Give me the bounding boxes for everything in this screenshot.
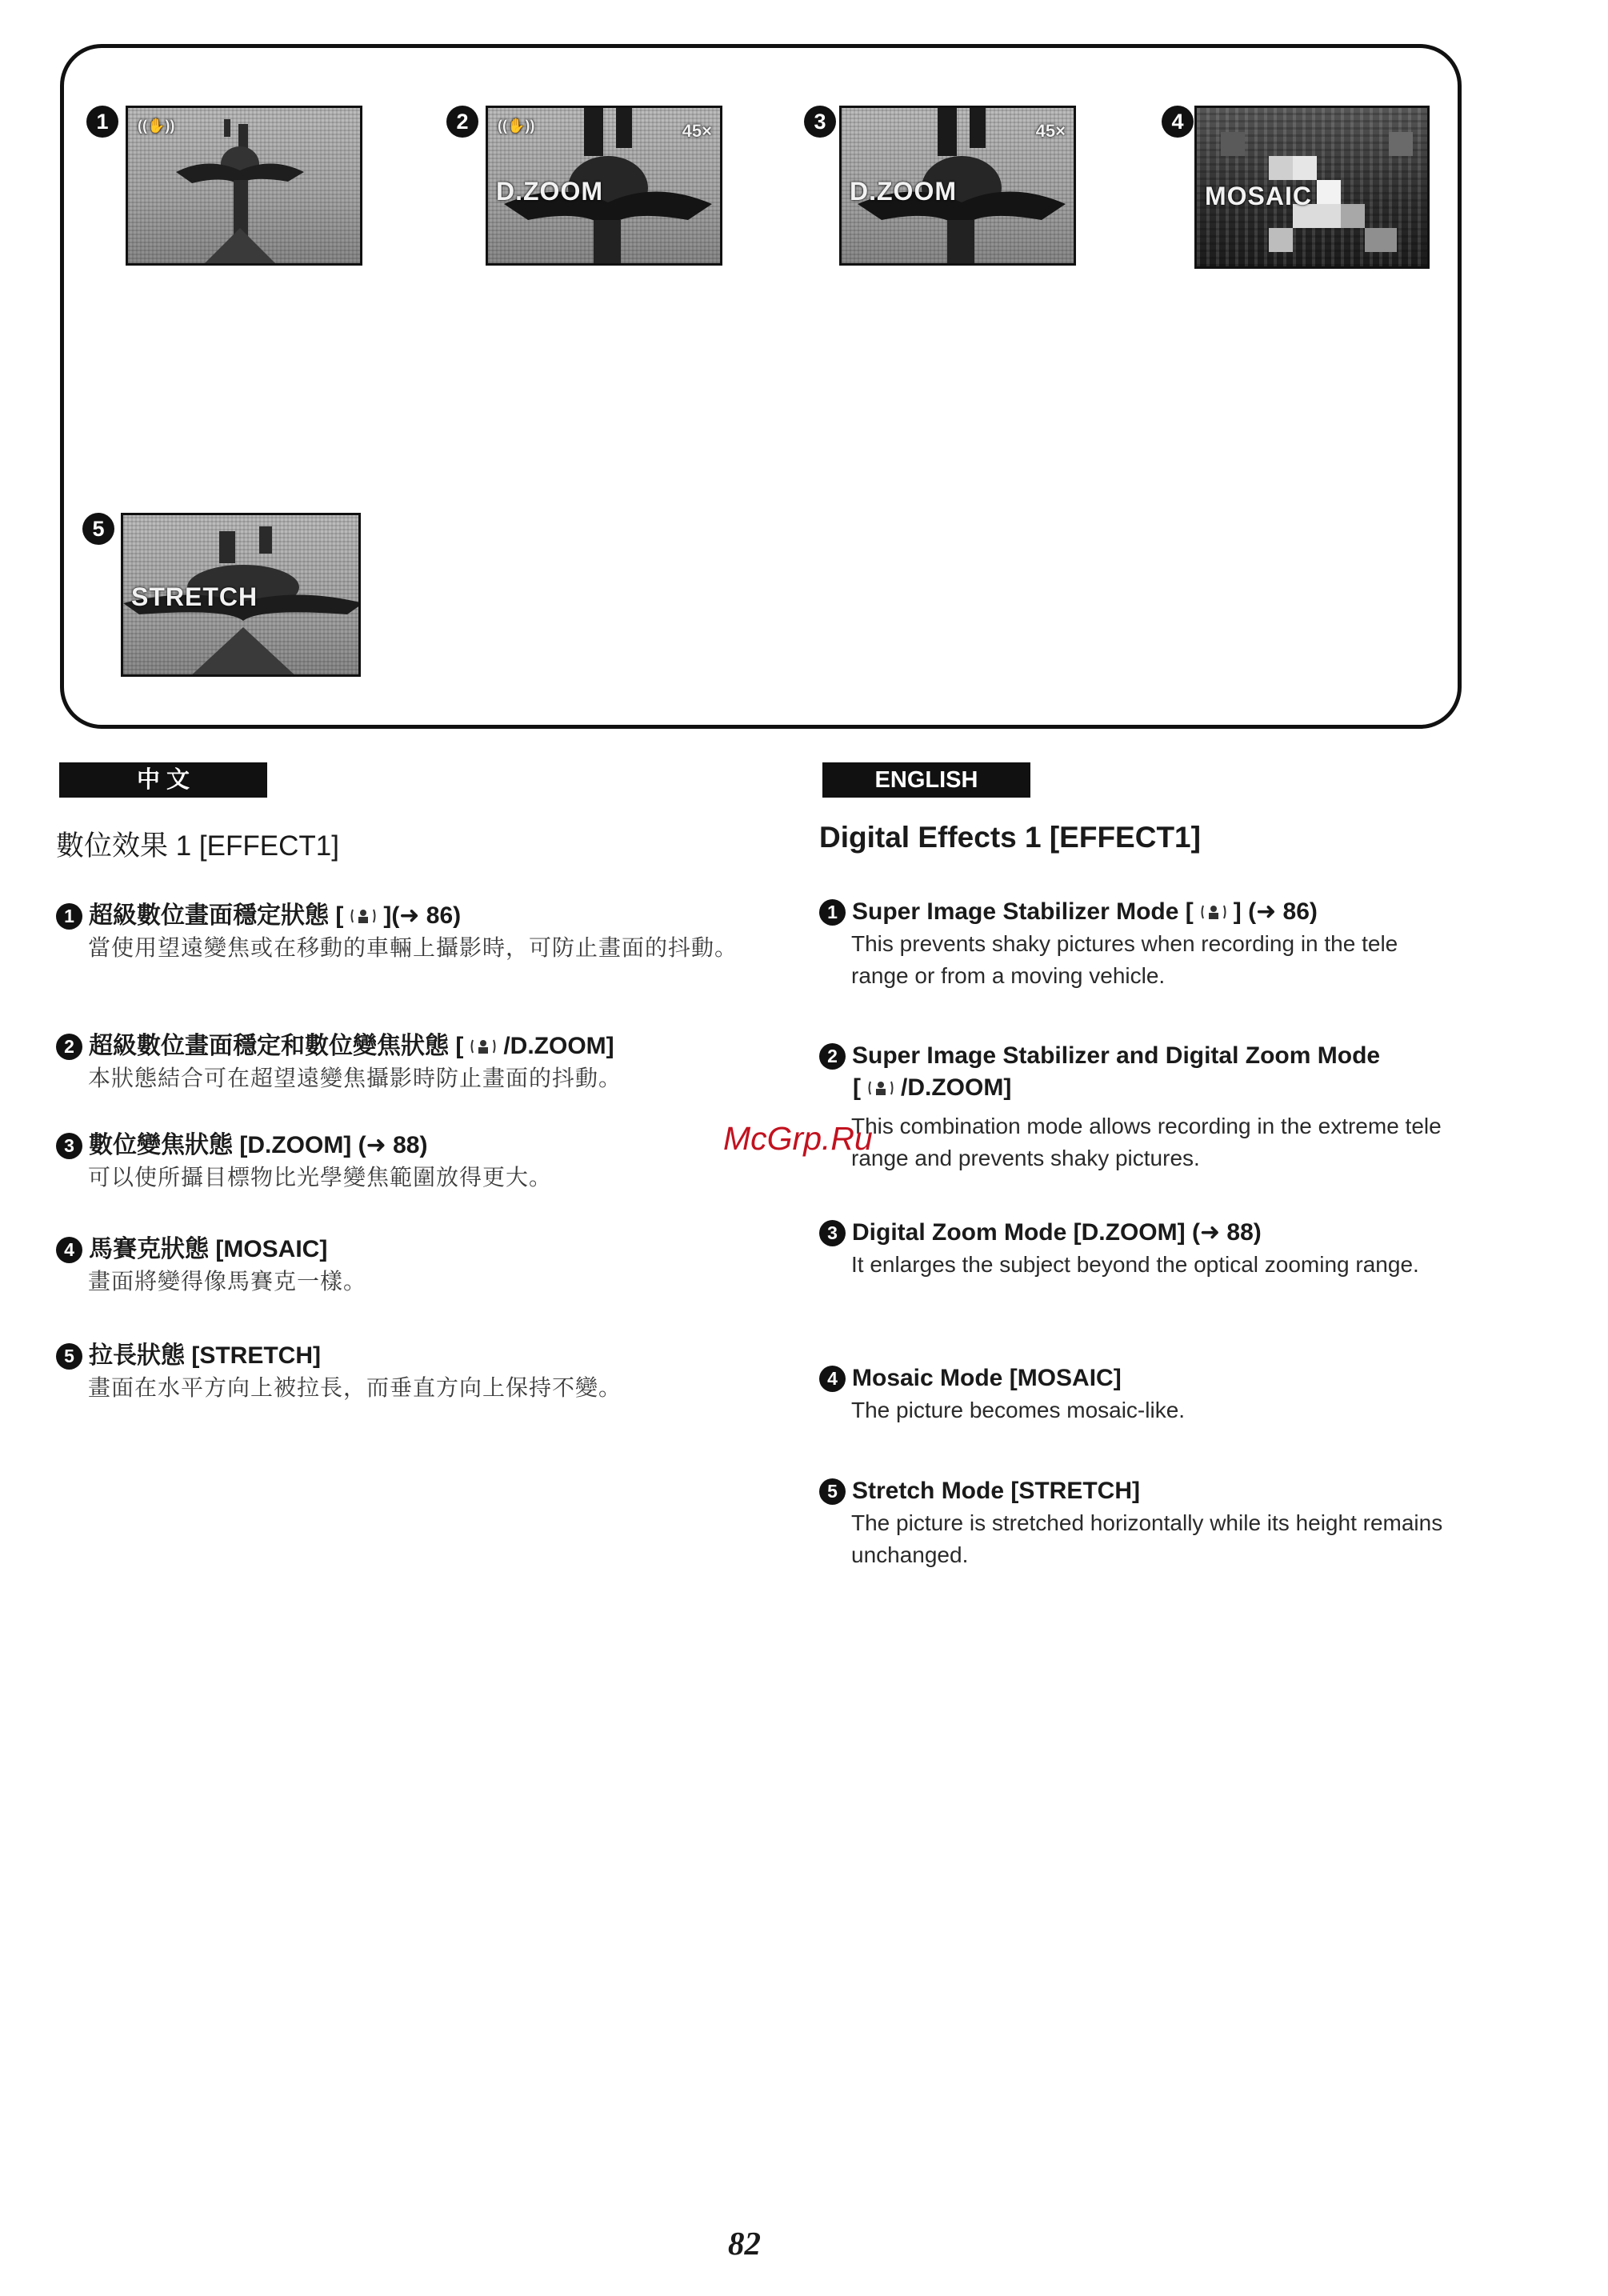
english-item-2 xyxy=(819,1040,1459,1174)
mode-label: STRETCH xyxy=(131,582,258,611)
english-item-4 xyxy=(819,1362,1459,1426)
item-number: 5 xyxy=(819,1478,846,1505)
panel-photo-dzoom xyxy=(839,106,1076,266)
item-heading: 拉長狀態 [STRETCH] xyxy=(89,1342,321,1369)
panel-photo-stabilizer xyxy=(126,106,362,266)
item-heading: Super Image Stabilizer Mode [ xyxy=(852,898,1194,925)
mode-label: MOSAIC xyxy=(1205,182,1312,210)
mode-label: D.ZOOM xyxy=(496,177,603,206)
english-item-5 xyxy=(819,1475,1459,1571)
english-language-bar: ENGLISH xyxy=(822,762,1030,798)
item-heading: Mosaic Mode [MOSAIC] xyxy=(852,1365,1122,1391)
chinese-section-title: 數位效果 1 [EFFECT1] xyxy=(56,830,339,862)
mode-label: D.ZOOM xyxy=(850,177,957,206)
item-heading-suffix: /D.ZOOM] xyxy=(503,1033,614,1059)
item-body: The picture becomes mosaic-like. xyxy=(851,1398,1186,1422)
item-heading: 超級數位畫面穩定和數位變焦狀態 [ xyxy=(89,1033,464,1059)
chinese-item-3 xyxy=(56,1130,768,1194)
item-heading: Stretch Mode [STRETCH] xyxy=(852,1478,1140,1504)
item-number: 4 xyxy=(819,1366,846,1392)
hand-stabilizer-icon xyxy=(1200,901,1227,923)
page-number: 82 xyxy=(728,2225,761,2262)
item-number: 2 xyxy=(819,1043,846,1070)
english-item-1 xyxy=(819,896,1459,992)
hand-stabilizer-icon xyxy=(470,1035,497,1058)
item-number: 1 xyxy=(819,899,846,926)
item-body: 可以使所攝目標物比光學變焦範圍放得更大。 xyxy=(88,1165,553,1190)
item-heading-suffix: ](➜ 86) xyxy=(383,902,462,929)
item-body: 畫面在水平方向上被拉長，而垂直方向上保持不變。 xyxy=(88,1375,622,1400)
item-number: 1 xyxy=(56,903,82,930)
chinese-item-5 xyxy=(56,1340,768,1404)
zoom-level: 45× xyxy=(1035,121,1066,141)
item-heading-line2: [ xyxy=(853,1074,861,1101)
english-section-title: Digital Effects 1 [EFFECT1] xyxy=(819,821,1201,854)
panel-number: 4 xyxy=(1162,106,1194,138)
item-heading: 馬賽克狀態 [MOSAIC] xyxy=(89,1236,328,1262)
panel-number: 2 xyxy=(446,106,478,138)
item-heading: 數位變焦狀態 [D.ZOOM] (➜ 88) xyxy=(89,1132,428,1158)
item-number: 5 xyxy=(56,1343,82,1370)
item-body: 畫面將變得像馬賽克一樣。 xyxy=(88,1269,367,1294)
chinese-item-4 xyxy=(56,1234,768,1298)
item-heading: 超級數位畫面穩定狀態 [ xyxy=(89,902,344,929)
panel-number: 3 xyxy=(804,106,836,138)
item-heading-line2-suffix: /D.ZOOM] xyxy=(901,1074,1012,1101)
item-body: This prevents shaky pictures when recording in the tele range or from a moving vehicle. xyxy=(851,931,1398,988)
stabilizer-icon: ((✋)) xyxy=(498,118,535,134)
watermark: McGrp.Ru xyxy=(723,1120,873,1157)
item-body: 當使用望遠變焦或在移動的車輛上攝影時，可防止畫面的抖動。 xyxy=(88,935,738,960)
panel-number: 5 xyxy=(82,513,114,545)
hand-stabilizer-icon xyxy=(867,1077,894,1099)
item-number: 2 xyxy=(56,1034,82,1060)
item-heading-suffix: ] (➜ 86) xyxy=(1233,898,1318,925)
hand-stabilizer-icon xyxy=(350,905,377,927)
item-number: 4 xyxy=(56,1237,82,1263)
chinese-language-bar: 中 文 xyxy=(59,762,267,798)
item-number: 3 xyxy=(819,1220,846,1246)
stabilizer-icon: ((✋)) xyxy=(138,118,175,134)
chinese-item-1 xyxy=(56,900,768,964)
item-body: 本狀態結合可在超望遠變焦攝影時防止畫面的抖動。 xyxy=(88,1066,622,1090)
item-heading: Super Image Stabilizer and Digital Zoom Mode xyxy=(852,1042,1381,1069)
item-body: The picture is stretched horizontally while its height remains unchanged. xyxy=(851,1510,1443,1567)
zoom-level: 45× xyxy=(682,121,712,141)
item-number: 3 xyxy=(56,1133,82,1159)
panel-photo-stretch xyxy=(121,513,361,677)
panel-number: 1 xyxy=(86,106,118,138)
item-body: This combination mode allows recording in the extreme tele range and prevents shaky pictures. xyxy=(851,1114,1442,1170)
item-body: It enlarges the subject beyond the optical zooming range. xyxy=(851,1252,1419,1277)
chinese-column xyxy=(56,824,776,1400)
panel-photo-stabilizer-dzoom xyxy=(486,106,722,266)
chinese-item-2 xyxy=(56,1030,768,1094)
english-item-3 xyxy=(819,1217,1459,1281)
english-column xyxy=(819,821,1555,1567)
item-heading: Digital Zoom Mode [D.ZOOM] (➜ 88) xyxy=(852,1219,1262,1246)
panel-photo-mosaic xyxy=(1194,106,1430,269)
